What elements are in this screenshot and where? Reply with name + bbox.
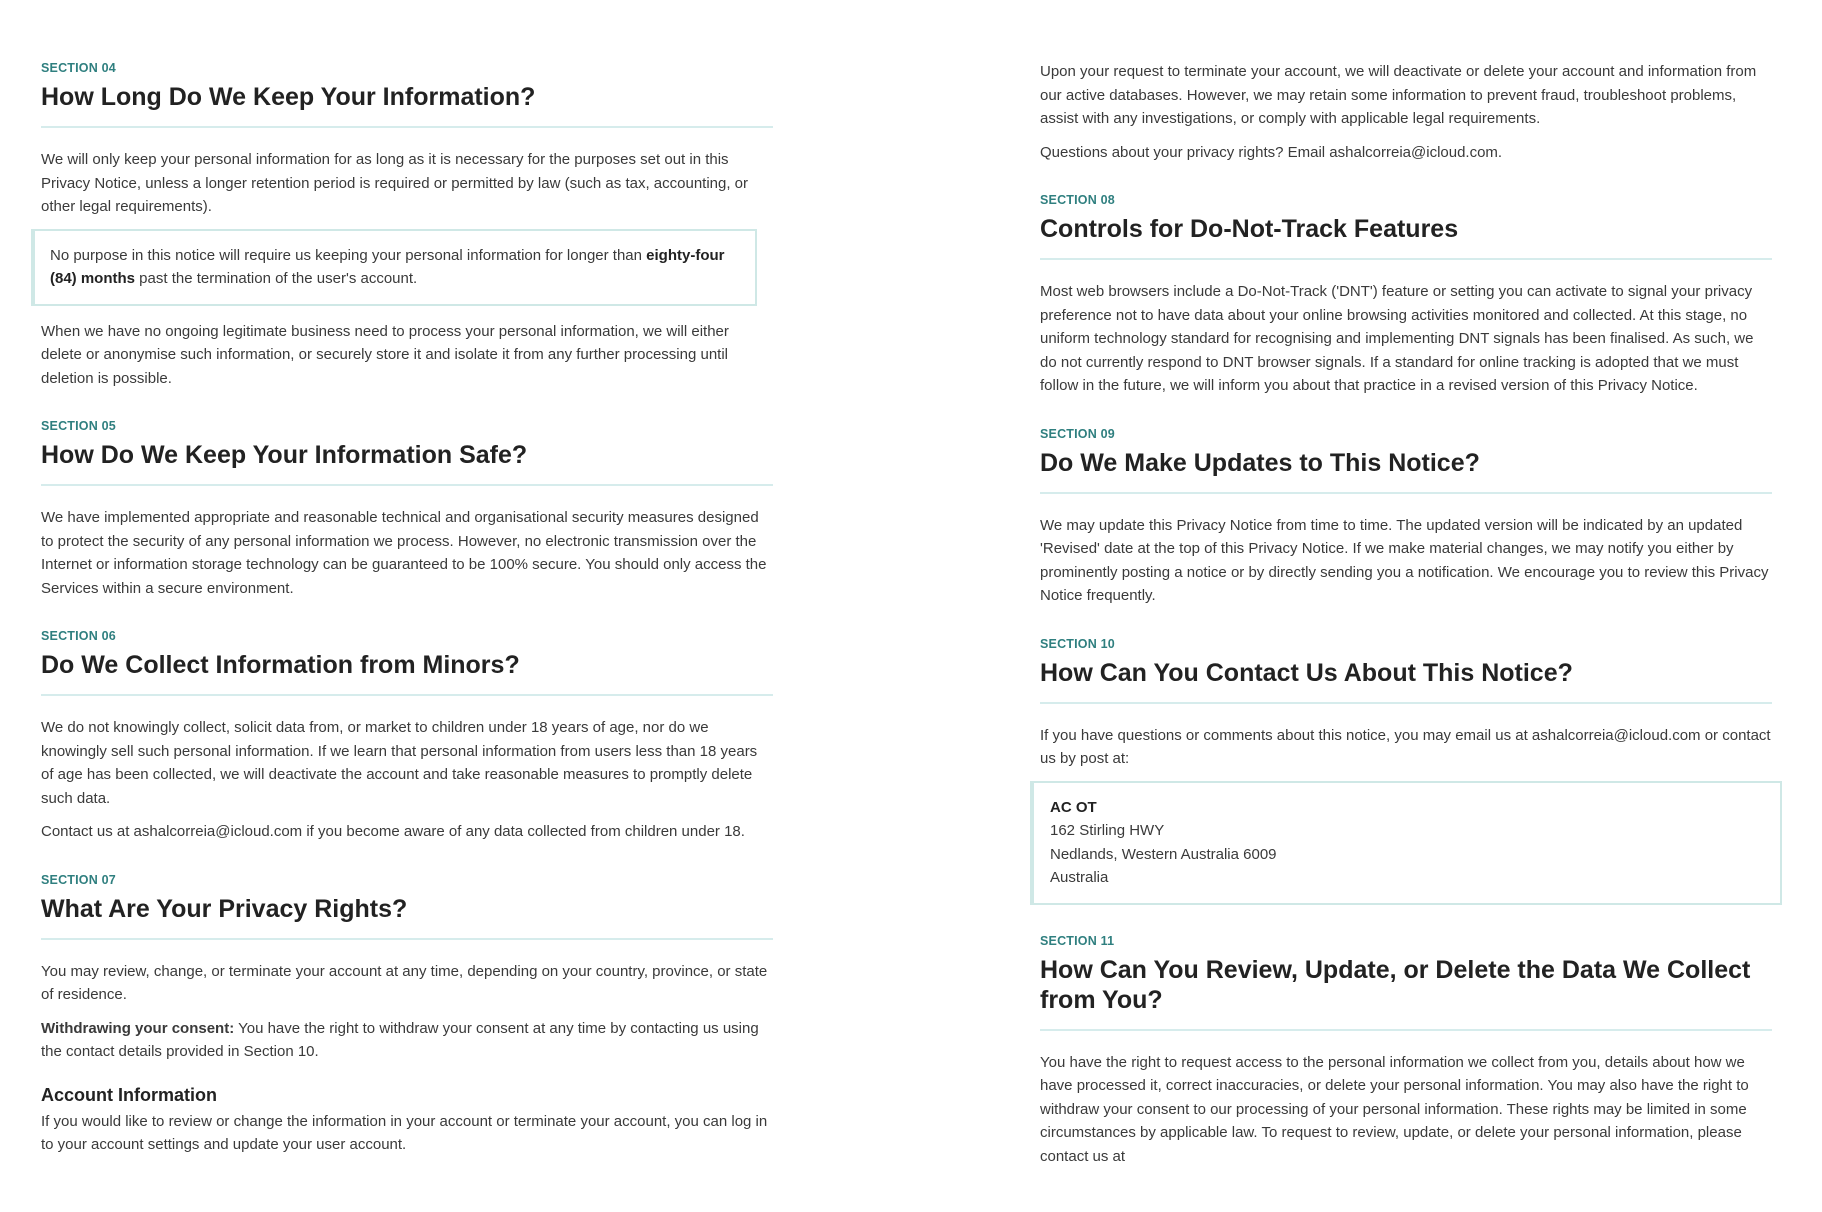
callout-emphasis: eighty-four (84) months (50, 246, 725, 287)
section-09 (1040, 426, 1772, 608)
paragraph: Upon your request to terminate your account, we will deactivate or delete your account and information from our active databases. However, we may retain some information to prevent fraud, troubleshoot problems, assist with any investigations, or comply with applicable legal requirements. (1040, 63, 1757, 127)
title-divider (1040, 702, 1772, 704)
paragraph: If you have questions or comments about this notice, you may email us at ashalcorreia@icloud.com or contact us by post at: (1040, 726, 1771, 767)
section-label: SECTION 07 (41, 872, 116, 887)
paragraph: We have implemented appropriate and reasonable technical and organisational security measures designed to protect the security of any personal information we process. However, no electronic transmission over the Internet or information storage technology can be guaranteed to be 100% secure. You should only access the Services within a secure environment. (41, 509, 767, 597)
address-line: Australia (1050, 869, 1109, 886)
paragraph (41, 1017, 773, 1064)
sub-heading: Account Information (41, 1084, 217, 1105)
section-07-continued (1040, 60, 1772, 164)
consent-text: You have the right to withdraw your consent at any time by contacting us using the contact details provided in Section 10. (41, 1019, 759, 1060)
paragraph: You may review, change, or terminate your account at any time, depending on your country, province, or state of residence. (41, 962, 768, 1003)
section-title: Do We Make Updates to This Notice? (1040, 448, 1480, 477)
paragraph: If you would like to review or change the information in your account or terminate your account, you can log in to your account settings and update your user account. (41, 1112, 768, 1153)
callout-text: past the termination of the user's account. (135, 270, 418, 287)
section-title: Do We Collect Information from Minors? (41, 651, 520, 679)
title-divider (1040, 492, 1772, 494)
section-label: SECTION 05 (41, 419, 116, 433)
section-title: How Can You Contact Us About This Notice? (1040, 658, 1573, 687)
section-10 (1040, 636, 1772, 905)
title-divider (41, 694, 773, 696)
paragraph: You have the right to request access to the personal information we collect from you, details about how we have processed it, correct inaccuracies, or delete your personal information. You may also have the right to withdraw your consent to our processing of your personal information. These rights may be limited in some circumstances by applicable law. To request to review, update, or delete your personal information, please contact us at (1040, 1053, 1749, 1165)
postal-address-box (1030, 781, 1782, 905)
paragraph: Questions about your privacy rights? Email ashalcorreia@icloud.com. (1040, 143, 1503, 161)
section-07 (41, 872, 773, 1157)
section-title: How Can You Review, Update, or Delete the Data We Collect from You? (1040, 955, 1751, 1014)
section-label: SECTION 11 (1040, 933, 1115, 948)
left-column (41, 0, 773, 1185)
paragraph: Most web browsers include a Do-Not-Track ('DNT') feature or setting you can activate to signal your privacy preference not to have data about your online browsing activities monitored and collected. At this stage, no uniform technology standard for recognising and implementing DNT signals has been finalised. As such, we do not currently respond to DNT browser signals. If a standard for online tracking is adopted that we must follow in the future, we will inform you about that practice in a revised version of this Privacy Notice. (1040, 283, 1754, 394)
section-title: What Are Your Privacy Rights? (41, 894, 408, 923)
section-04 (41, 60, 773, 390)
title-divider (1040, 1029, 1772, 1031)
paragraph: We do not knowingly collect, solicit data from, or market to children under 18 years of age, nor do we knowingly sell such personal information. If we learn that personal information from users less than 18 years of age has been collected, we will deactivate the account and take reasonable measures to promptly delete such data. (41, 719, 758, 807)
title-divider (41, 938, 773, 940)
right-column (1040, 0, 1772, 1196)
paragraph: When we have no ongoing legitimate business need to process your personal information, we will either delete or anonymise such information, or securely store it and isolate it from any further processing until deletion is possible. (41, 322, 729, 387)
section-05 (41, 418, 773, 600)
section-title: How Long Do We Keep Your Information? (41, 83, 536, 111)
section-label: SECTION 10 (1040, 636, 1115, 651)
paragraph: Contact us at ashalcorreia@icloud.com if you become aware of any data collected from children under 18. (41, 823, 745, 840)
title-divider (41, 484, 773, 486)
address-line: 162 Stirling HWY (1050, 822, 1165, 839)
section-title: How Do We Keep Your Information Safe? (41, 441, 528, 469)
paragraph: We may update this Privacy Notice from time to time. The updated version will be indicated by an updated 'Revised' date at the top of this Privacy Notice. If we make material changes, we may notify you either by prominently posting a notice or by directly sending you a notification. We encourage you to review this Privacy Notice frequently. (1040, 516, 1769, 604)
address-line: Nedlands, Western Australia 6009 (1050, 845, 1277, 863)
section-label: SECTION 06 (41, 629, 116, 643)
callout-text: No purpose in this notice will require us keeping your personal information for longer than (50, 246, 647, 264)
section-title: Controls for Do-Not-Track Features (1040, 215, 1459, 243)
section-06 (41, 628, 773, 844)
section-label: SECTION 04 (41, 61, 116, 75)
address-name: AC OT (1050, 798, 1097, 816)
title-divider (41, 126, 773, 128)
title-divider (1040, 258, 1772, 260)
consent-label: Withdrawing your consent: (41, 1019, 235, 1037)
retention-callout (31, 229, 757, 306)
section-11 (1040, 933, 1772, 1169)
section-label: SECTION 08 (1040, 193, 1115, 207)
section-label: SECTION 09 (1040, 426, 1115, 441)
section-08 (1040, 192, 1772, 398)
paragraph: We will only keep your personal information for as long as it is necessary for the purposes set out in this Privacy Notice, unless a longer retention period is required or permitted by law (such as tax, accounting, or other legal requirements). (41, 151, 749, 215)
